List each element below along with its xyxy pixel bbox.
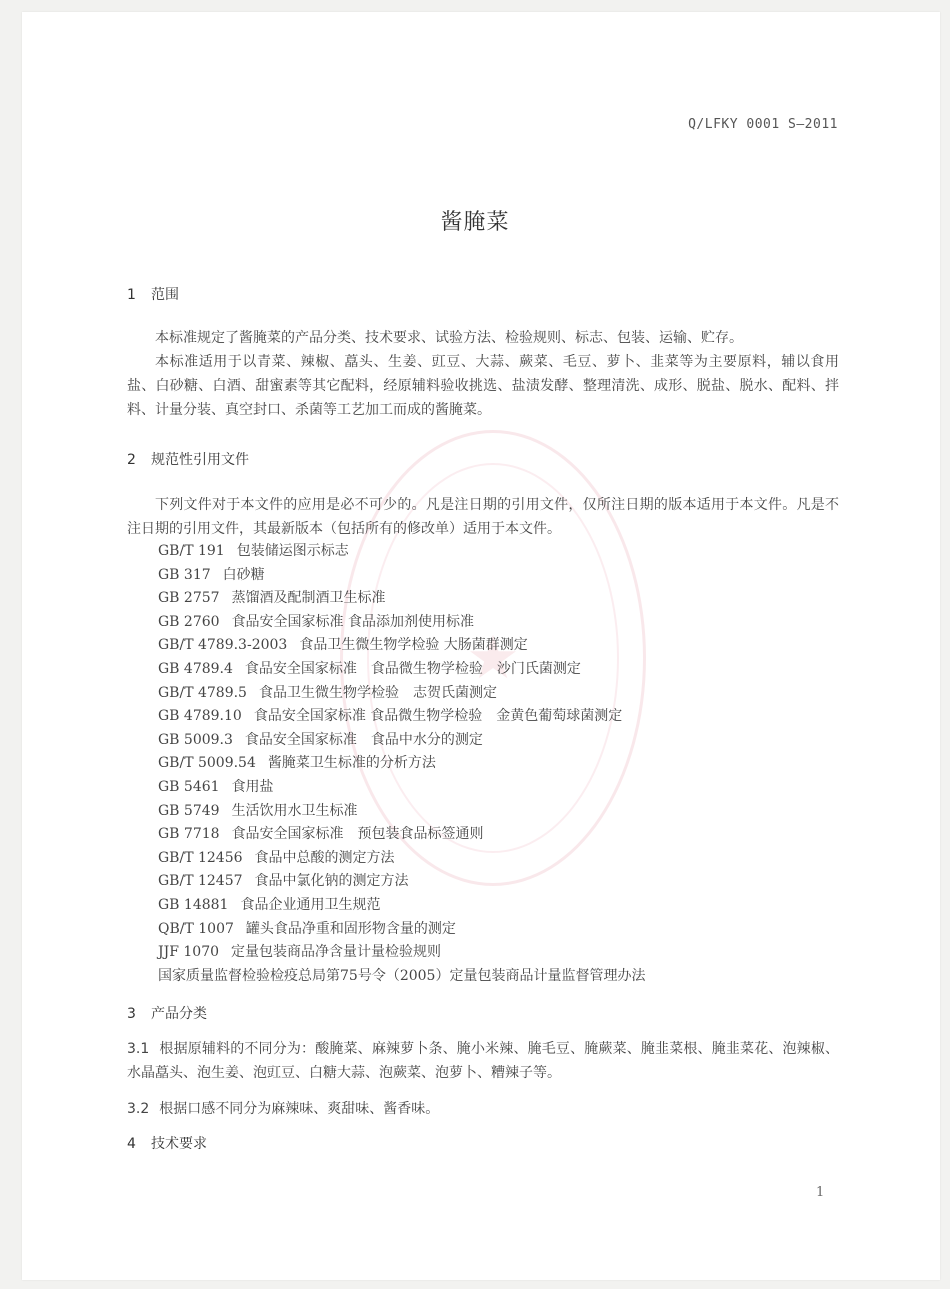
- reference-item: [158, 823, 645, 847]
- section-number: 3: [127, 1006, 136, 1022]
- section-2-intro: 下列文件对于本文件的应用是必不可少的。凡是注日期的引用文件，仅所注日期的版本适用于本文件。凡是不注日期的引用文件，其最新版本（包括所有的修改单）适用于本文件。: [127, 497, 839, 537]
- reference-item: [158, 611, 645, 635]
- document-title: 酱腌菜: [440, 210, 510, 235]
- reference-item: [158, 634, 645, 658]
- reference-item: [158, 941, 645, 965]
- reference-title: 食品企业通用卫生规范: [240, 896, 381, 913]
- reference-code: GB/T 191: [158, 543, 225, 559]
- reference-item: [158, 587, 645, 611]
- clause-text: 根据原辅料的不同分为：酸腌菜、麻辣萝卜条、腌小米辣、腌毛豆、腌蕨菜、腌韭菜根、腌韭菜花、泡辣椒、水晶藠头、泡生姜、泡豇豆、白糖大蒜、泡蕨菜、泡萝卜、糟辣子等。: [127, 1041, 839, 1081]
- section-number: 1: [127, 287, 136, 303]
- reference-title: 罐头食品净重和固形物含量的测定: [245, 920, 456, 937]
- section-number: 4: [127, 1136, 136, 1152]
- reference-code: GB/T 12456: [158, 849, 243, 866]
- reference-code: GB 7718: [158, 826, 220, 843]
- seal-star-icon: ★: [466, 623, 520, 693]
- reference-item: [158, 894, 645, 918]
- section-1-paragraph-1: 本标准规定了酱腌菜的产品分类、技术要求、试验方法、检验规则、标志、包装、运输、贮存。: [155, 330, 743, 346]
- reference-title: 食品中总酸的测定方法: [254, 849, 395, 866]
- reference-title: 包装储运图示标志: [236, 543, 349, 559]
- reference-code: GB 4789.4: [158, 660, 233, 677]
- reference-item: [158, 800, 645, 824]
- section-title: 规范性引用文件: [151, 452, 249, 468]
- reference-title: 国家质量监督检验检疫总局第75号令（2005）定量包装商品计量监督管理办法: [158, 967, 646, 984]
- reference-title: 酱腌菜卫生标准的分析方法: [267, 755, 436, 772]
- reference-item: [158, 918, 645, 942]
- reference-item: [158, 870, 645, 894]
- clause-number: 3.1: [127, 1041, 150, 1057]
- reference-code: GB 4789.10: [158, 708, 242, 725]
- reference-item: [158, 776, 645, 800]
- reference-title: 食品卫生微生物学检验 大肠菌群测定: [299, 637, 528, 654]
- clause-number: 3.2: [127, 1101, 150, 1117]
- section-title: 技术要求: [151, 1136, 207, 1152]
- reference-item: [158, 752, 645, 776]
- reference-item: [158, 540, 645, 564]
- section-2-heading: [127, 449, 249, 469]
- clause-text: 根据口感不同分为麻辣味、爽甜味、酱香味。: [159, 1101, 440, 1117]
- section-1-heading: [127, 284, 179, 304]
- reference-item: [158, 682, 645, 706]
- reference-title: 定量包装商品净含量计量检验规则: [231, 944, 442, 961]
- section-title: 产品分类: [151, 1006, 207, 1022]
- reference-code: GB 2757: [158, 590, 220, 607]
- reference-code: GB 317: [158, 566, 211, 583]
- reference-item: [158, 965, 645, 989]
- reference-title: 生活饮用水卫生标准: [231, 802, 358, 819]
- reference-code: GB/T 12457: [158, 873, 243, 890]
- clause-3-2: [127, 1097, 839, 1121]
- reference-code: GB 5461: [158, 778, 220, 795]
- reference-title: 食品安全国家标准 预包装食品标签通则: [231, 826, 484, 843]
- section-3-heading: [127, 1003, 207, 1023]
- reference-code: GB 14881: [158, 896, 229, 913]
- reference-code: JJF 1070: [158, 944, 220, 961]
- reference-code: GB 5009.3: [158, 731, 233, 748]
- reference-code: GB/T 4789.3-2003: [158, 637, 288, 654]
- reference-item: [158, 658, 645, 682]
- reference-title: 食品安全国家标准 食品微生物学检验 沙门氏菌测定: [244, 660, 581, 677]
- standard-code: Q/LFKY 0001 S—2011: [688, 117, 838, 132]
- reference-item: [158, 729, 645, 753]
- reference-title: 蒸馏酒及配制酒卫生标准: [231, 590, 386, 607]
- reference-title: 食品安全国家标准 食品中水分的测定: [244, 731, 483, 748]
- section-4-heading: [127, 1133, 207, 1153]
- reference-code: GB 5749: [158, 802, 220, 819]
- page-number: 1: [816, 1185, 825, 1200]
- reference-code: GB 2760: [158, 613, 220, 630]
- reference-title: 食品安全国家标准 食品微生物学检验 金黄色葡萄球菌测定: [253, 708, 623, 725]
- reference-title: 食品卫生微生物学检验 志贺氏菌测定: [258, 684, 497, 701]
- reference-title: 白砂糖: [222, 566, 265, 583]
- reference-code: GB/T 4789.5: [158, 684, 247, 701]
- reference-title: 食品安全国家标准 食品添加剂使用标准: [231, 613, 475, 630]
- section-title: 范围: [151, 287, 179, 303]
- section-1-paragraph-2: 本标准适用于以青菜、辣椒、藠头、生姜、豇豆、大蒜、蕨菜、毛豆、萝卜、韭菜等为主要原料，辅以食用盐、白砂糖、白酒、甜蜜素等其它配料，经原辅料验收挑选、盐渍发酵、整理清洗、成形、脱盐、脱水、配料、拌料、计量分装、真空封口、杀菌等工艺加工而成的酱腌菜。: [127, 354, 839, 418]
- reference-item: [158, 705, 645, 729]
- reference-item: [158, 564, 645, 588]
- clause-3-1: [127, 1037, 839, 1085]
- reference-code: QB/T 1007: [158, 920, 234, 937]
- reference-title: 食用盐: [231, 778, 274, 795]
- reference-item: [158, 847, 645, 871]
- reference-list: [158, 540, 645, 988]
- reference-title: 食品中氯化钠的测定方法: [254, 873, 409, 890]
- reference-code: GB/T 5009.54: [158, 755, 256, 772]
- section-number: 2: [127, 452, 136, 468]
